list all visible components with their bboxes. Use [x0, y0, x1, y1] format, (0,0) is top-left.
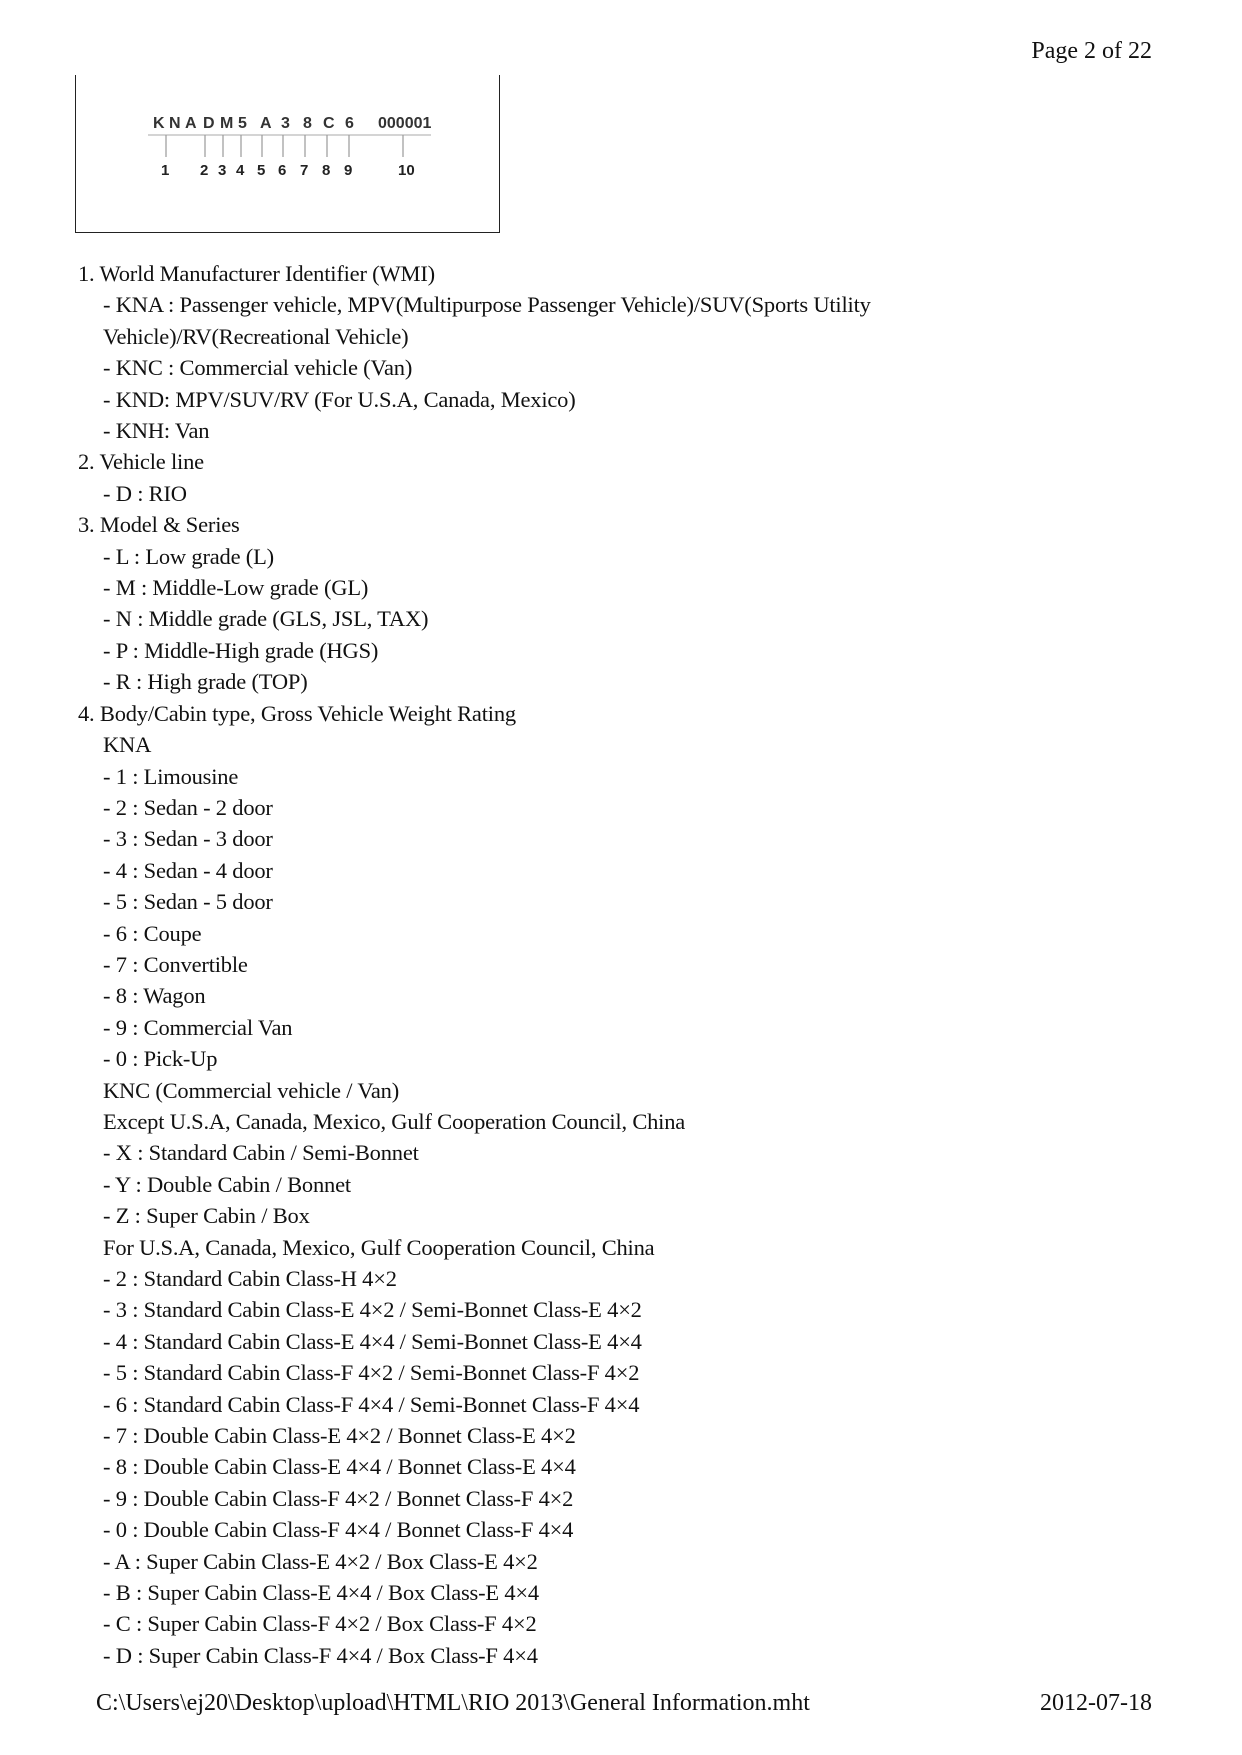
page-footer — [96, 1690, 1152, 1717]
vin-position-number: 1 — [161, 162, 170, 179]
vin-position-number: 9 — [344, 162, 353, 179]
list-item: - 7 : Convertible — [103, 951, 248, 977]
footer-date: 2012-07-18 — [1040, 1690, 1152, 1716]
vin-position-number: 7 — [300, 162, 309, 179]
list-item: Vehicle)/RV(Recreational Vehicle) — [103, 323, 409, 349]
list-item: - 6 : Coupe — [103, 920, 202, 946]
vin-description-text — [78, 258, 1158, 1671]
vin-position-number: 8 — [322, 162, 331, 179]
vin-position-number: 4 — [236, 162, 245, 179]
page-number: Page 2 of 22 — [1031, 38, 1152, 64]
vin-position-number: 5 — [257, 162, 266, 179]
list-item: Except U.S.A, Canada, Mexico, Gulf Cooperation Council, China — [103, 1108, 686, 1134]
vin-character: 3 — [281, 115, 290, 132]
vin-character: N — [169, 115, 181, 132]
list-item: - M : Middle-Low grade (GL) — [103, 575, 369, 601]
footer-file-path: C:\Users\ej20\Desktop\upload\HTML\RIO 2013\General Information.mht — [96, 1690, 810, 1716]
list-item: - C : Super Cabin Class-F 4×2 / Box Class-F 4×2 — [103, 1611, 537, 1637]
vin-character: 000001 — [378, 115, 432, 132]
vin-character: C — [323, 115, 335, 132]
vin-character: 5 — [238, 115, 247, 132]
list-item: - N : Middle grade (GLS, JSL, TAX) — [103, 606, 429, 632]
vin-character: A — [185, 115, 197, 132]
list-item: - P : Middle-High grade (HGS) — [103, 637, 379, 663]
list-item: - 4 : Sedan - 4 door — [103, 857, 273, 883]
list-item: - 0 : Double Cabin Class-F 4×4 / Bonnet Class-F 4×4 — [103, 1517, 574, 1543]
list-item: - 7 : Double Cabin Class-E 4×2 / Bonnet Class-E 4×2 — [103, 1423, 576, 1449]
vin-character: D — [203, 115, 215, 132]
list-item: - 3 : Sedan - 3 door — [103, 826, 273, 852]
list-item: - KNA : Passenger vehicle, MPV(Multipurpose Passenger Vehicle)/SUV(Sports Utility — [103, 292, 871, 318]
list-item: - 4 : Standard Cabin Class-E 4×4 / Semi-Bonnet Class-E 4×4 — [103, 1328, 642, 1354]
list-item: - 6 : Standard Cabin Class-F 4×4 / Semi-Bonnet Class-F 4×4 — [103, 1391, 640, 1417]
vin-position-number: 6 — [278, 162, 287, 179]
vin-position-number: 3 — [218, 162, 227, 179]
section-heading: 4. Body/Cabin type, Gross Vehicle Weight Rating — [78, 700, 516, 726]
vin-diagram — [75, 75, 500, 233]
vin-position-number: 2 — [200, 162, 209, 179]
list-item: KNC (Commercial vehicle / Van) — [103, 1077, 400, 1103]
vin-position-number: 10 — [398, 162, 415, 179]
list-item: - L : Low grade (L) — [103, 543, 274, 569]
section-heading: 3. Model & Series — [78, 512, 240, 538]
list-item: - 9 : Double Cabin Class-F 4×2 / Bonnet Class-F 4×2 — [103, 1485, 574, 1511]
list-item: - 5 : Sedan - 5 door — [103, 889, 273, 915]
list-item: - Y : Double Cabin / Bonnet — [103, 1171, 351, 1197]
vin-character: K — [153, 115, 165, 132]
list-item: - 2 : Sedan - 2 door — [103, 794, 273, 820]
vin-character: A — [260, 115, 272, 132]
list-item: - B : Super Cabin Class-E 4×4 / Box Class-E 4×4 — [103, 1580, 539, 1606]
list-item: - 8 : Double Cabin Class-E 4×4 / Bonnet Class-E 4×4 — [103, 1454, 576, 1480]
list-item: - D : Super Cabin Class-F 4×4 / Box Class-F 4×4 — [103, 1642, 538, 1668]
list-item: - 8 : Wagon — [103, 983, 206, 1009]
list-item: - A : Super Cabin Class-E 4×2 / Box Class-E 4×2 — [103, 1548, 538, 1574]
list-item: - 1 : Limousine — [103, 763, 239, 789]
list-item: KNA — [103, 732, 152, 758]
list-item: - KNH: Van — [103, 418, 210, 444]
vin-character: 6 — [345, 115, 354, 132]
list-item: - R : High grade (TOP) — [103, 669, 308, 695]
list-item: - KNC : Commercial vehicle (Van) — [103, 355, 413, 381]
list-item: - 2 : Standard Cabin Class-H 4×2 — [103, 1266, 397, 1291]
vin-character: M — [220, 115, 234, 132]
list-item: - X : Standard Cabin / Semi-Bonnet — [103, 1140, 419, 1166]
list-item: For U.S.A, Canada, Mexico, Gulf Cooperation Council, China — [103, 1234, 655, 1260]
list-item: - 0 : Pick-Up — [103, 1046, 218, 1072]
list-item: - Z : Super Cabin / Box — [103, 1203, 310, 1229]
list-item: - KND: MPV/SUV/RV (For U.S.A, Canada, Mexico) — [103, 386, 576, 412]
vin-character: 8 — [303, 115, 312, 132]
list-item: - 9 : Commercial Van — [103, 1014, 293, 1040]
section-heading: 1. World Manufacturer Identifier (WMI) — [78, 261, 435, 286]
list-item: - 5 : Standard Cabin Class-F 4×2 / Semi-Bonnet Class-F 4×2 — [103, 1360, 640, 1386]
section-heading: 2. Vehicle line — [78, 449, 204, 475]
vin-diagram-svg — [76, 75, 501, 233]
list-item: - 3 : Standard Cabin Class-E 4×2 / Semi-Bonnet Class-E 4×2 — [103, 1297, 642, 1323]
list-item: - D : RIO — [103, 480, 187, 506]
